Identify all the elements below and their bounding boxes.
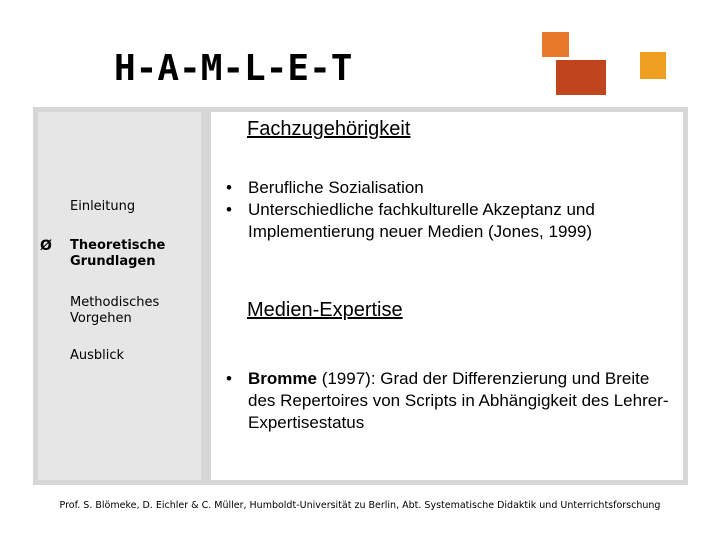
bullet-list-2 <box>222 368 672 434</box>
bullet-text: (1997): Grad der Differenzierung und Breite des Repertoires von Scripts in Abhängigkeit des Lehrer-Expertisestatus <box>248 369 669 432</box>
logo-square-yellow <box>640 52 666 79</box>
nav-item-theoretische-grundlagen[interactable]: Theoretische Grundlagen <box>70 238 166 269</box>
logo-square-orange <box>542 32 569 57</box>
bullet-item <box>222 368 672 434</box>
bullet-dot-icon: • <box>226 200 232 219</box>
bullet-list-1 <box>222 177 672 243</box>
active-arrow-icon: Ø <box>40 238 52 254</box>
heading-medien-expertise: Medien-Expertise <box>247 299 403 321</box>
nav-item-methodisches-vorgehen[interactable]: Methodisches Vorgehen <box>70 295 160 326</box>
bullet-author: Bromme <box>248 369 317 388</box>
bullet-dot-icon: • <box>226 369 232 388</box>
bullet-text: Unterschiedliche fachkulturelle Akzeptanz und Implementierung neuer Medien (Jones, 1999) <box>248 200 595 241</box>
bullet-dot-icon: • <box>226 178 232 197</box>
bullet-text: Berufliche Sozialisation <box>248 178 424 197</box>
slide-title: H-A-M-L-E-T <box>114 48 353 89</box>
footer-credits: Prof. S. Blömeke, D. Eichler & C. Müller, Humboldt-Universität zu Berlin, Abt. Systematische Didaktik und Unterrichtsforschung <box>59 500 661 511</box>
logo-square-red <box>556 60 606 95</box>
nav-item-ausblick[interactable]: Ausblick <box>70 348 125 363</box>
nav-item-einleitung[interactable]: Einleitung <box>70 199 136 214</box>
heading-fachzugehoerigkeit: Fachzugehörigkeit <box>247 118 411 140</box>
bullet-item <box>222 177 672 199</box>
bullet-item <box>222 199 672 243</box>
